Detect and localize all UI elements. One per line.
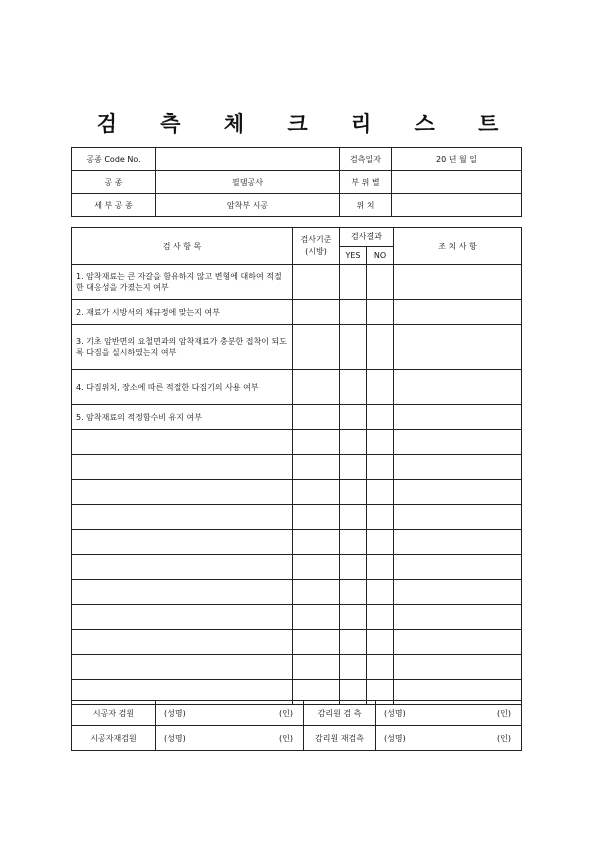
checklist-item-text <box>72 555 293 580</box>
row2-left-name: (성명) <box>164 733 186 743</box>
checklist-no-cell[interactable] <box>367 605 394 630</box>
checklist-action-cell[interactable] <box>394 555 522 580</box>
checklist-row <box>72 370 522 405</box>
checklist-yes-cell[interactable] <box>340 580 367 605</box>
col-yes-header: YES <box>340 246 367 265</box>
checklist-yes-cell[interactable] <box>340 530 367 555</box>
checklist-action-cell[interactable] <box>394 580 522 605</box>
checklist-no-cell[interactable] <box>367 655 394 680</box>
checklist-yes-cell[interactable] <box>340 300 367 325</box>
checklist-item-text <box>72 630 293 655</box>
checklist-row <box>72 555 522 580</box>
col-item-header: 검 사 항 목 <box>72 228 293 265</box>
checklist-item-text <box>72 430 293 455</box>
checklist-yes-cell[interactable] <box>340 455 367 480</box>
part-value[interactable] <box>392 171 522 194</box>
checklist-criteria-cell[interactable] <box>293 300 340 325</box>
checklist-action-cell[interactable] <box>394 265 522 300</box>
checklist-row <box>72 300 522 325</box>
date-label: 검측일자 <box>340 148 392 171</box>
checklist-action-cell[interactable] <box>394 530 522 555</box>
checklist-no-cell[interactable] <box>367 455 394 480</box>
checklist-item-text: 4. 다짐위치, 장소에 따른 적절한 다짐기의 사용 여부 <box>72 370 293 405</box>
row1-right-name: (성명) <box>384 708 406 718</box>
checklist-row <box>72 455 522 480</box>
checklist-no-cell[interactable] <box>367 530 394 555</box>
code-label: 공종 Code No. <box>72 148 156 171</box>
header-info-table <box>71 147 522 217</box>
checklist-row <box>72 655 522 680</box>
col-criteria-sub: (시방) <box>305 247 327 256</box>
location-label: 위 치 <box>340 194 392 217</box>
checklist-row <box>72 480 522 505</box>
checklist-no-cell[interactable] <box>367 430 394 455</box>
checklist-yes-cell[interactable] <box>340 655 367 680</box>
row2-right-label: 감리원 재검측 <box>304 726 376 751</box>
checklist-item-text <box>72 655 293 680</box>
work-label: 공 종 <box>72 171 156 194</box>
checklist-action-cell[interactable] <box>394 370 522 405</box>
checklist-action-cell[interactable] <box>394 430 522 455</box>
row1-right-seal: (인) <box>497 708 511 718</box>
checklist-row <box>72 430 522 455</box>
checklist-action-cell[interactable] <box>394 630 522 655</box>
checklist-criteria-cell[interactable] <box>293 555 340 580</box>
checklist-row <box>72 605 522 630</box>
checklist-yes-cell[interactable] <box>340 370 367 405</box>
checklist-item-text <box>72 505 293 530</box>
checklist-no-cell[interactable] <box>367 555 394 580</box>
checklist-criteria-cell[interactable] <box>293 530 340 555</box>
checklist-yes-cell[interactable] <box>340 630 367 655</box>
row1-right-label: 감리원 검 측 <box>304 701 376 726</box>
checklist-item-text: 3. 기초 암반면의 요철면과의 암착재료가 충분한 접착이 되도록 다짐을 실시하였는지 여부 <box>72 325 293 370</box>
checklist-no-cell[interactable] <box>367 630 394 655</box>
checklist-yes-cell[interactable] <box>340 430 367 455</box>
checklist-body <box>72 265 522 705</box>
row1-left-seal: (인) <box>279 708 293 718</box>
checklist-row <box>72 505 522 530</box>
detail-label: 세 부 공 종 <box>72 194 156 217</box>
checklist-action-cell[interactable] <box>394 405 522 430</box>
page-title: 검 측 체 크 리 스 트 <box>96 112 517 136</box>
checklist-action-cell[interactable] <box>394 455 522 480</box>
checklist-criteria-cell[interactable] <box>293 430 340 455</box>
checklist-criteria-cell[interactable] <box>293 580 340 605</box>
date-value[interactable]: 20 년 월 일 <box>392 148 522 171</box>
checklist-criteria-cell[interactable] <box>293 265 340 300</box>
checklist-action-cell[interactable] <box>394 480 522 505</box>
col-result-header: 검사결과 <box>340 228 394 247</box>
checklist-no-cell[interactable] <box>367 265 394 300</box>
checklist-yes-cell[interactable] <box>340 555 367 580</box>
row1-right-sign-cell[interactable] <box>376 701 522 726</box>
checklist-criteria-cell[interactable] <box>293 405 340 430</box>
checklist-yes-cell[interactable] <box>340 480 367 505</box>
checklist-action-cell[interactable] <box>394 300 522 325</box>
location-value[interactable] <box>392 194 522 217</box>
checklist-item-text <box>72 605 293 630</box>
row2-left-sign-cell[interactable] <box>156 726 304 751</box>
checklist-criteria-cell[interactable] <box>293 505 340 530</box>
checklist-table <box>71 227 522 705</box>
col-no-header: NO <box>367 246 394 265</box>
checklist-action-cell[interactable] <box>394 605 522 630</box>
checklist-yes-cell[interactable] <box>340 405 367 430</box>
checklist-criteria-cell[interactable] <box>293 325 340 370</box>
col-action-header: 조 치 사 항 <box>394 228 522 265</box>
checklist-item-text: 5. 암착재료의 적정함수비 유지 여부 <box>72 405 293 430</box>
row1-left-sign-cell[interactable] <box>156 701 304 726</box>
checklist-criteria-cell[interactable] <box>293 455 340 480</box>
checklist-item-text: 1. 암착재료는 큰 자갈을 함유하지 않고 변형에 대하여 적절한 대응성을 가졌는지 여부 <box>72 265 293 300</box>
row1-left-label: 시공자 검원 <box>72 701 156 726</box>
col-criteria-header <box>293 228 340 265</box>
checklist-criteria-cell[interactable] <box>293 370 340 405</box>
signature-table <box>71 700 522 751</box>
row2-right-sign-cell[interactable] <box>376 726 522 751</box>
checklist-row <box>72 265 522 300</box>
row2-right-name: (성명) <box>384 733 406 743</box>
detail-value[interactable]: 암착부 시공 <box>156 194 340 217</box>
checklist-criteria-cell[interactable] <box>293 655 340 680</box>
checklist-row <box>72 530 522 555</box>
checklist-no-cell[interactable] <box>367 505 394 530</box>
checklist-yes-cell[interactable] <box>340 505 367 530</box>
col-criteria-title: 검사기준 <box>300 235 332 244</box>
checklist-no-cell[interactable] <box>367 580 394 605</box>
checklist-item-text <box>72 455 293 480</box>
checklist-row <box>72 630 522 655</box>
checklist-item-text <box>72 530 293 555</box>
checklist-action-cell[interactable] <box>394 505 522 530</box>
checklist-no-cell[interactable] <box>367 300 394 325</box>
row2-left-label: 시공자재검원 <box>72 726 156 751</box>
checklist-yes-cell[interactable] <box>340 265 367 300</box>
checklist-item-text: 2. 재료가 시방서의 채규정에 맞는지 여부 <box>72 300 293 325</box>
code-value[interactable] <box>156 148 340 171</box>
checklist-item-text <box>72 580 293 605</box>
checklist-no-cell[interactable] <box>367 405 394 430</box>
checklist-yes-cell[interactable] <box>340 325 367 370</box>
checklist-no-cell[interactable] <box>367 370 394 405</box>
work-value[interactable]: 필댐공사 <box>156 171 340 194</box>
checklist-row <box>72 405 522 430</box>
checklist-no-cell[interactable] <box>367 480 394 505</box>
part-label: 부 위 별 <box>340 171 392 194</box>
checklist-item-text <box>72 480 293 505</box>
checklist-row <box>72 580 522 605</box>
checklist-no-cell[interactable] <box>367 325 394 370</box>
checklist-action-cell[interactable] <box>394 655 522 680</box>
checklist-criteria-cell[interactable] <box>293 480 340 505</box>
checklist-criteria-cell[interactable] <box>293 630 340 655</box>
row2-right-seal: (인) <box>497 733 511 743</box>
checklist-row <box>72 325 522 370</box>
row2-left-seal: (인) <box>279 733 293 743</box>
row1-left-name: (성명) <box>164 708 186 718</box>
checklist-criteria-cell[interactable] <box>293 605 340 630</box>
checklist-yes-cell[interactable] <box>340 605 367 630</box>
checklist-action-cell[interactable] <box>394 325 522 370</box>
